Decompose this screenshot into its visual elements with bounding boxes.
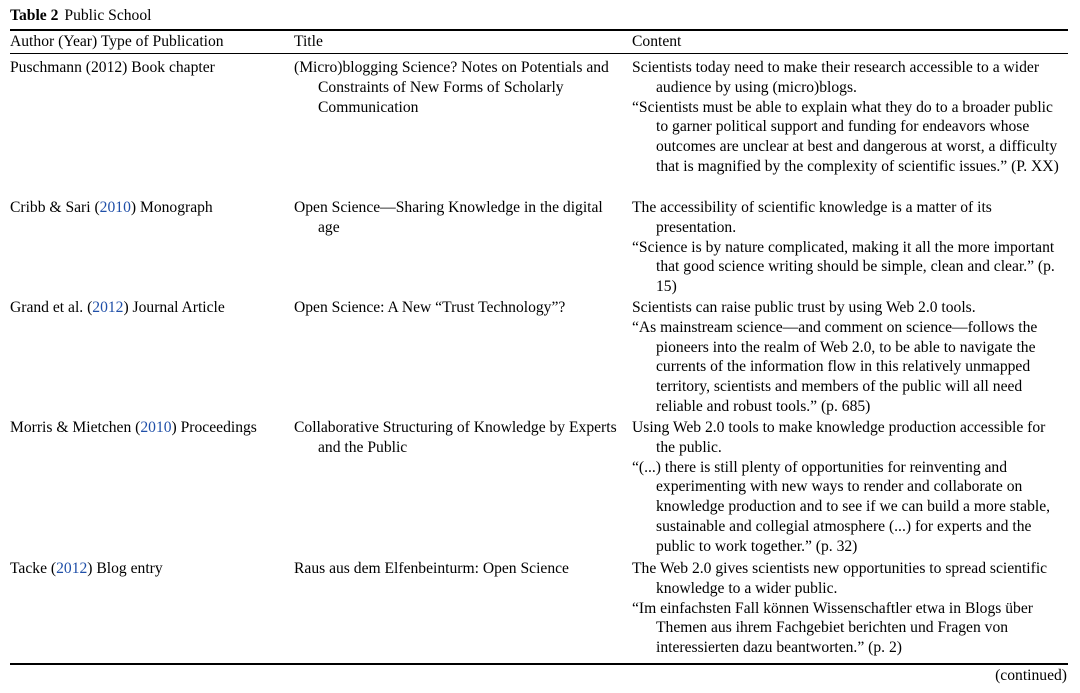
- content-cell: [632, 58, 1068, 177]
- content-quote: “Im einfachsten Fall können Wissenschaftler etwa in Blogs über Themen aus ihrem Fachgebiet berichten und Fragen von interessierten dazu beantworten.” (p. 2): [632, 599, 1033, 657]
- content-cell: [632, 198, 1068, 297]
- title-text: Open Science: A New “Trust Technology”?: [294, 299, 566, 316]
- author-cell: Cribb & Sari (2010) Monograph: [10, 199, 213, 216]
- title-cell: [294, 559, 624, 579]
- author-cell: Morris & Mietchen (2010) Proceedings: [10, 419, 257, 436]
- title-cell: [294, 298, 624, 318]
- table-title: Public School: [64, 7, 152, 24]
- content-quote: “(...) there is still plenty of opportunities for reinventing and experimenting with new ways to render and collaborate on knowledge production and to see if we can build a more stable, sustainable and collegial atmosphere (...) for experts and the public to work together.” (p. 32): [632, 458, 1051, 555]
- content-summary: Scientists today need to make their research accessible to a wider audience by using (micro)blogs.: [632, 59, 1040, 96]
- year-link[interactable]: 2010: [99, 199, 131, 216]
- year-link[interactable]: 2010: [140, 419, 172, 436]
- table-caption: [10, 6, 151, 26]
- header-rule: [10, 53, 1068, 54]
- content-quote: “Science is by nature complicated, making it all the more important that good science writing should be simple, clean and clear.” (p. 15): [632, 238, 1055, 296]
- top-rule: [10, 29, 1068, 31]
- year-link[interactable]: 2012: [56, 560, 88, 577]
- author-cell: Grand et al. (2012) Journal Article: [10, 299, 225, 316]
- title-cell: [294, 198, 624, 238]
- author-cell: Puschmann (2012) Book chapter: [10, 59, 215, 76]
- title-cell: [294, 58, 624, 117]
- content-cell: [632, 418, 1068, 557]
- content-summary: Using Web 2.0 tools to make knowledge production accessible for the public.: [632, 419, 1046, 456]
- title-text: Collaborative Structuring of Knowledge by Experts and the Public: [294, 419, 617, 456]
- continued-note: (continued): [995, 667, 1067, 684]
- content-cell: [632, 298, 1068, 417]
- content-quote: “Scientists must be able to explain what they do to a broader public to garner political support and funding for endeavors whose outcomes are unclear at best and dangerous at worst, a difficulty that is magnified by the complexity of scientific issues.” (P. XX): [632, 98, 1059, 175]
- author-cell: Tacke (2012) Blog entry: [10, 560, 163, 577]
- content-summary: Scientists can raise public trust by using Web 2.0 tools.: [632, 299, 976, 316]
- year-link[interactable]: 2012: [92, 299, 124, 316]
- header-author: Author (Year) Type of Publication: [10, 33, 224, 50]
- content-summary: The Web 2.0 gives scientists new opportunities to spread scientific knowledge to a wider public.: [632, 560, 1048, 597]
- title-cell: [294, 418, 624, 458]
- content-quote: “As mainstream science—and comment on science—follows the pioneers into the realm of Web 2.0, to be able to navigate the currents of the information flow in this relatively unmapped territory, scientists and members of the public will all need reliable and robust tools.” (p. 685): [632, 318, 1038, 415]
- title-text: (Micro)blogging Science? Notes on Potentials and Constraints of New Forms of Scholarly Communication: [294, 59, 609, 116]
- content-cell: [632, 559, 1068, 658]
- header-content: Content: [632, 33, 682, 50]
- title-text: Open Science—Sharing Knowledge in the digital age: [294, 199, 603, 236]
- content-summary: The accessibility of scientific knowledge is a matter of its presentation.: [632, 199, 992, 236]
- header-title: Title: [294, 33, 323, 50]
- bottom-rule: [10, 663, 1068, 665]
- table-label: Table 2: [10, 7, 59, 24]
- title-text: Raus aus dem Elfenbeinturm: Open Science: [294, 560, 569, 577]
